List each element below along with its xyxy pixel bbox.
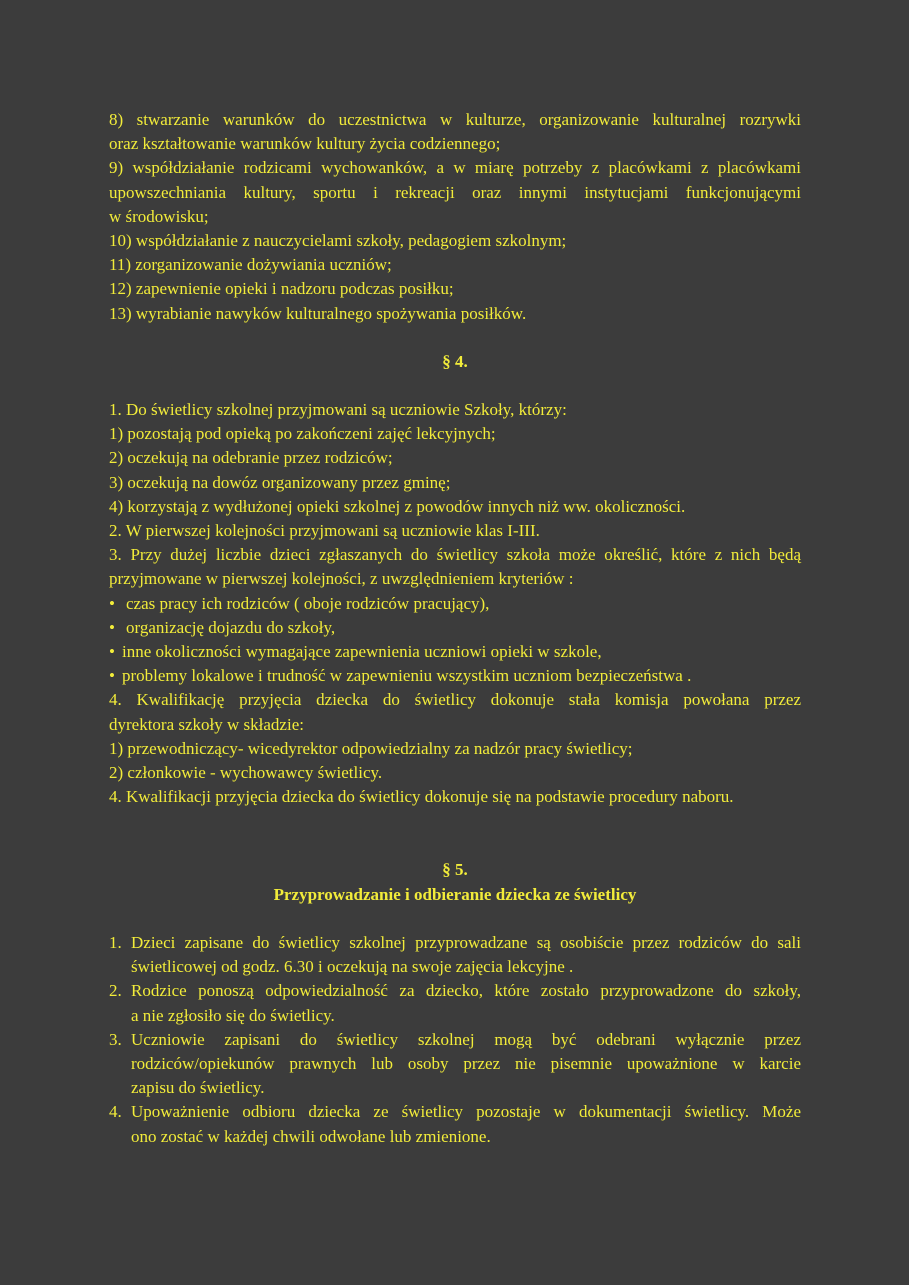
- s4-p4-line-1: 4. Kwalifikację przyjęcia dziecka do świetlicy dokonuje stała komisja powołana przez: [109, 690, 801, 710]
- s4-line-2: 1) pozostają pod opieką po zakończeni zajęć lekcyjnych;: [109, 424, 496, 444]
- item-9-line-1: 9) współdziałanie rodzicami wychowanków, a w miarę potrzeby z placówkami z placówkami: [109, 158, 801, 178]
- item-9-line-2: upowszechniania kultury, sportu i rekreacji oraz innymi instytucjami funkcjonującymi: [109, 182, 801, 202]
- list-item: [109, 931, 801, 979]
- s4-tail-line-3: 4. Kwalifikacji przyjęcia dziecka do świetlicy dokonuje się na podstawie procedury naboru.: [109, 787, 734, 807]
- item-12: 12) zapewnienie opieki i nadzoru podczas posiłku;: [109, 279, 454, 299]
- s4-p3-line-2: przyjmowane w pierwszej kolejności, z uwzględnieniem kryteriów :: [109, 569, 574, 589]
- s4-tail-line-2: 2) członkowie - wychowawcy świetlicy.: [109, 763, 383, 783]
- list-item-line: Rodzice ponoszą odpowiedzialność za dziecko, które zostało przyprowadzone do szkoły,: [131, 981, 801, 1001]
- section5-subheading: Przyprowadzanie i odbieranie dziecka ze świetlicy: [273, 884, 637, 904]
- bullet-icon: •: [109, 593, 115, 613]
- bullet-text: organizację dojazdu do szkoły,: [126, 617, 336, 637]
- s4-line-3: 2) oczekują na odebranie przez rodziców;: [109, 448, 393, 468]
- item-9-line-3: w środowisku;: [109, 206, 209, 226]
- list-item-line: rodziców/opiekunów prawnych lub osoby przez nie pisemnie upoważnione w karcie: [131, 1053, 801, 1073]
- list-item-line: a nie zgłosiło się do świetlicy.: [131, 1005, 335, 1025]
- list-item-number: 3.: [109, 1029, 122, 1049]
- bullet-icon: •: [109, 617, 115, 637]
- s4-line-4: 3) oczekują na dowóz organizowany przez gminę;: [109, 472, 451, 492]
- section4-heading: § 4.: [442, 351, 468, 371]
- s4-tail-line-1: 1) przewodniczący- wicedyrektor odpowiedzialny za nadzór pracy świetlicy;: [109, 738, 633, 758]
- list-item-number: 1.: [109, 932, 122, 952]
- item-11: 11) zorganizowanie dożywiania uczniów;: [109, 255, 392, 275]
- s4-p3-line-1: 3. Przy dużej liczbie dzieci zgłaszanych do świetlicy szkoła może określić, które z nich będą: [109, 545, 801, 565]
- bullet-icon: •: [109, 642, 115, 662]
- list-item-line: świetlicowej od godz. 6.30 i oczekują na swoje zajęcia lekcyjne .: [131, 957, 574, 977]
- bullet-icon: •: [109, 666, 115, 686]
- section4-body: [109, 398, 801, 809]
- list-item: [109, 1100, 801, 1148]
- list-item-line: Upoważnienie odbioru dziecka ze świetlicy pozostaje w dokumentacji świetlicy. Może: [131, 1102, 801, 1122]
- item-10: 10) współdziałanie z nauczycielami szkoły, pedagogiem szkolnym;: [109, 231, 567, 251]
- s4-p4-line-2: dyrektora szkoły w składzie:: [109, 714, 304, 734]
- bullet-text: czas pracy ich rodziców ( oboje rodziców pracujący),: [126, 593, 490, 613]
- s4-line-5: 4) korzystają z wydłużonej opieki szkolnej z powodów innych niż ww. okoliczności.: [109, 496, 686, 516]
- bullet-text: problemy lokalowe i trudność w zapewnieniu wszystkim uczniom bezpieczeństwa .: [122, 666, 692, 686]
- section5-list: [109, 931, 801, 1149]
- bullet-item: [109, 616, 801, 640]
- item-8-line-1: 8) stwarzanie warunków do uczestnictwa w kulturze, organizowanie kulturalnej rozrywki: [109, 110, 801, 129]
- list-item-line: Uczniowie zapisani do świetlicy szkolnej mogą być odebrani wyłącznie przez: [131, 1029, 801, 1049]
- list-item-line: Dzieci zapisane do świetlicy szkolnej przyprowadzane są osobiście przez rodziców do sali: [131, 932, 801, 952]
- list-item-number: 4.: [109, 1102, 122, 1122]
- bullet-item: [109, 592, 801, 616]
- list-item-line: ono zostać w każdej chwili odwołane lub zmienione.: [131, 1126, 491, 1146]
- list-item: [109, 1028, 801, 1101]
- s4-line-1: 1. Do świetlicy szkolnej przyjmowani są uczniowie Szkoły, którzy:: [109, 400, 567, 420]
- section5-heading: § 5.: [442, 860, 468, 880]
- list-item: [109, 979, 801, 1027]
- document-page: [109, 108, 801, 1149]
- list-item-number: 2.: [109, 981, 122, 1001]
- bullet-text: inne okoliczności wymagające zapewnienia uczniowi opieki w szkole,: [122, 642, 602, 662]
- section3-list: [109, 108, 801, 326]
- s4-line-6: 2. W pierwszej kolejności przyjmowani są uczniowie klas I-III.: [109, 521, 540, 541]
- bullet-item: [109, 664, 801, 688]
- item-8-line-2: oraz kształtowanie warunków kultury życia codziennego;: [109, 134, 501, 154]
- bullet-item: [109, 640, 801, 664]
- list-item-line: zapisu do świetlicy.: [131, 1078, 265, 1098]
- item-13: 13) wyrabianie nawyków kulturalnego spożywania posiłków.: [109, 303, 527, 323]
